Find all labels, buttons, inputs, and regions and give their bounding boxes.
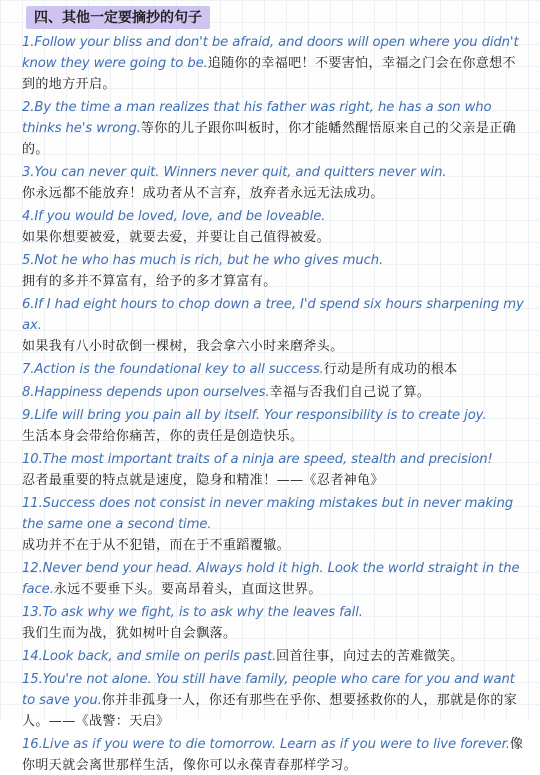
quote-english: 10.The most important traits of a ninja are speed, stealth and precision! <box>22 452 493 467</box>
quote-english: 12.Never bend your head. Always hold it high. Look the world straight in the face. <box>22 561 520 597</box>
quote-english: 4.If you would be loved, love, and be loveable. <box>22 209 326 224</box>
quote-item <box>22 645 528 666</box>
quote-english: 5.Not he who has much is rich, but he who gives much. <box>22 253 384 268</box>
quote-chinese: 像你明天就会离世那样生活，像你可以永葆青春那样学习。 <box>22 737 524 773</box>
quote-chinese: 成功并不在于从不犯错，而在于不重蹈覆辙。 <box>22 538 291 553</box>
quote-chinese: 幸福与否我们自己说了算。 <box>269 385 431 400</box>
quote-chinese: 如果我有八小时砍倒一棵树，我会拿六小时来磨斧头。 <box>22 339 344 354</box>
quote-item <box>22 448 528 490</box>
quote-english: 13.To ask why we fight, is to ask why the leaves fall. <box>22 605 363 620</box>
quote-item <box>22 381 528 402</box>
quote-chinese: 我们生而为战，犹如树叶自会飘落。 <box>22 626 237 641</box>
quote-item <box>22 601 528 643</box>
quote-item <box>22 96 528 159</box>
quote-english: 16.Live as if you were to die tomorrow. Learn as if you were to live forever. <box>22 737 510 752</box>
quote-english: 1.Follow your bliss and don't be afraid, and doors will open where you didn't know they were going to be. <box>22 35 519 71</box>
quote-english: 6.If I had eight hours to chop down a tree, I'd spend six hours sharpening my ax. <box>22 297 524 333</box>
quote-english: 15.You're not alone. You still have family, people who care for you and want to save you. <box>22 672 515 708</box>
quote-item <box>22 293 528 356</box>
quote-english: 8.Happiness depends upon ourselves. <box>22 385 270 400</box>
quote-chinese: 如果你想要被爱，就要去爱，并要让自己值得被爱。 <box>22 230 331 245</box>
quote-item <box>22 404 528 446</box>
quote-item <box>22 249 528 291</box>
quote-chinese: 追随你的幸福吧！不要害怕，幸福之门会在你意想不到的地方开启。 <box>22 56 516 92</box>
quote-chinese: 忍者最重要的特点就是速度，隐身和精准！——《忍者神龟》 <box>22 473 384 488</box>
quote-english: 14.Look back, and smile on perils past. <box>22 649 277 664</box>
quote-chinese: 等你的儿子跟你叫板时，你才能幡然醒悟原来自己的父亲是正确的。 <box>22 121 517 157</box>
quote-item <box>22 492 528 555</box>
quote-item <box>22 205 528 247</box>
quote-english: 9.Life will bring you pain all by itself. Your responsibility is to create joy. <box>22 408 487 423</box>
quote-chinese: 拥有的多并不算富有，给予的多才算富有。 <box>22 274 277 289</box>
quote-item <box>22 733 528 775</box>
quote-english: 11.Success does not consist in never making mistakes but in never making the same one a second time. <box>22 496 513 532</box>
quote-item <box>22 358 528 379</box>
quote-chinese: 你并非孤身一人，你还有那些在乎你、想要拯救你的人，那就是你的家人。——《战警：天启》 <box>22 693 518 729</box>
quote-english: 7.Action is the foundational key to all success. <box>22 362 324 377</box>
quote-english: 3.You can never quit. Winners never quit, and quitters never win. <box>22 165 447 180</box>
quote-chinese: 行动是所有成功的根本 <box>323 362 458 377</box>
quote-english: 2.By the time a man realizes that his father was right, he has a son who thinks he's wrong. <box>22 100 492 136</box>
quote-chinese: 生活本身会带给你痛苦，你的责任是创造快乐。 <box>22 429 304 444</box>
quote-item <box>22 557 528 599</box>
quote-item <box>22 31 528 94</box>
quote-item <box>22 161 528 203</box>
quote-chinese: 永远不要垂下头。要高昂着头，直面这世界。 <box>53 582 322 597</box>
section-title: 四、其他一定要摘抄的句子 <box>26 6 210 29</box>
quote-chinese: 回首往事，向过去的苦难微笑。 <box>276 649 464 664</box>
quote-chinese: 你永远都不能放弃！成功者从不言弃，放弃者永远无法成功。 <box>22 186 384 201</box>
quote-item <box>22 668 528 731</box>
